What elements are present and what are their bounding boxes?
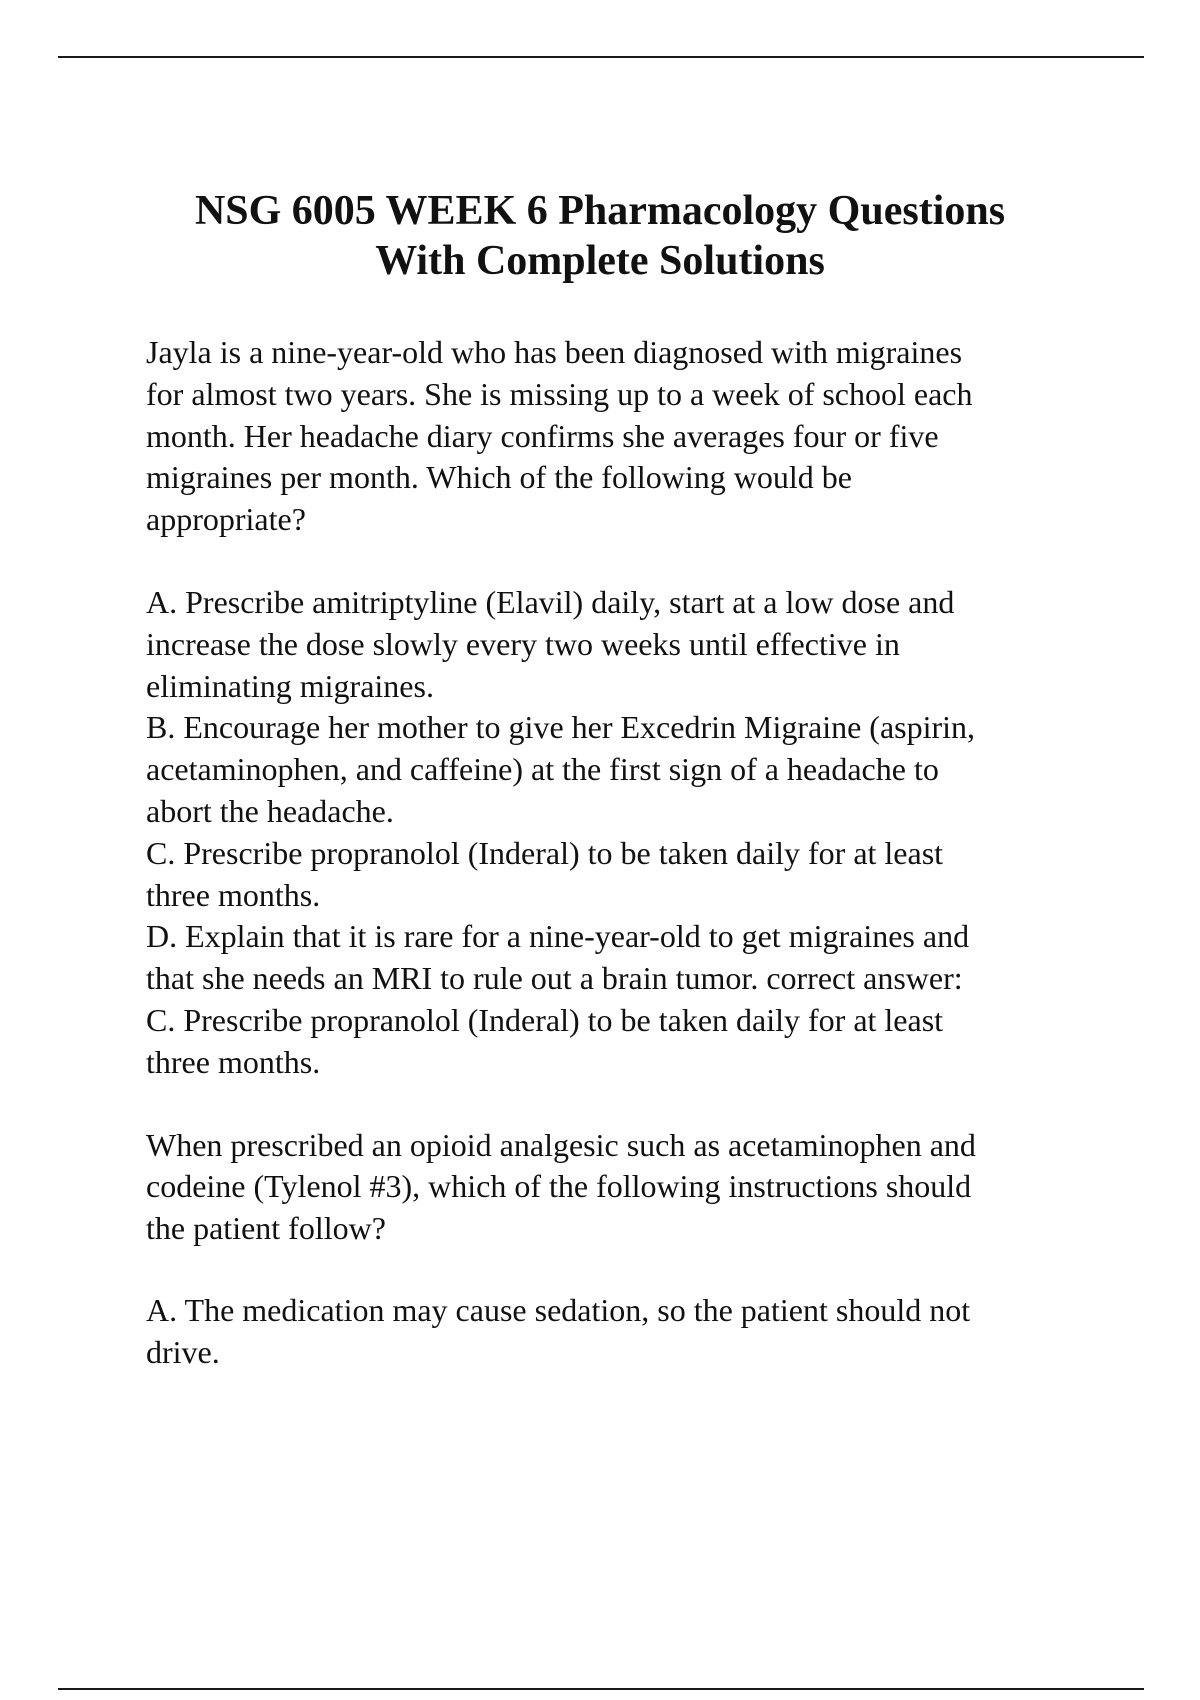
question-1-option-d: D. Explain that it is rare for a nine-year-old to get migraines and that she needs an MRI to rule out a brain tumor. correct answer: (146, 918, 970, 997)
top-rule (58, 56, 1144, 58)
question-1-stem: Jayla is a nine-year-old who has been diagnosed with migraines for almost two years. She is missing up to a week of school each month. Her headache diary confirms she averages four or five migraines per month. Which of the following would be appropriate? (146, 334, 973, 538)
page-title (100, 186, 1100, 286)
title-line-1: NSG 6005 WEEK 6 Pharmacology Questions (194, 188, 1006, 234)
document-body (146, 332, 1096, 1374)
question-1-option-b: B. Encourage her mother to give her Excedrin Migraine (aspirin, acetaminophen, and caffeine) at the first sign of a headache to abort the headache. (146, 709, 976, 829)
question-1-answer: C. Prescribe propranolol (Inderal) to be taken daily for at least three months. (146, 1001, 944, 1080)
question-2-option-a: A. The medication may cause sedation, so the patient should not drive. (146, 1291, 971, 1370)
question-1-option-a: A. Prescribe amitriptyline (Elavil) daily, start at a low dose and increase the dose slowly every two weeks until effective in eliminating migraines. (146, 583, 955, 704)
question-2-stem: When prescribed an opioid analgesic such as acetaminophen and codeine (Tylenol #3), which of the following instructions should the patient follow? (146, 1126, 976, 1247)
title-line-2: With Complete Solutions (375, 238, 825, 284)
question-1-options (146, 582, 1096, 1084)
question-1-option-c: C. Prescribe propranolol (Inderal) to be taken daily for at least three months. (146, 834, 944, 913)
bottom-rule (58, 1688, 1144, 1690)
